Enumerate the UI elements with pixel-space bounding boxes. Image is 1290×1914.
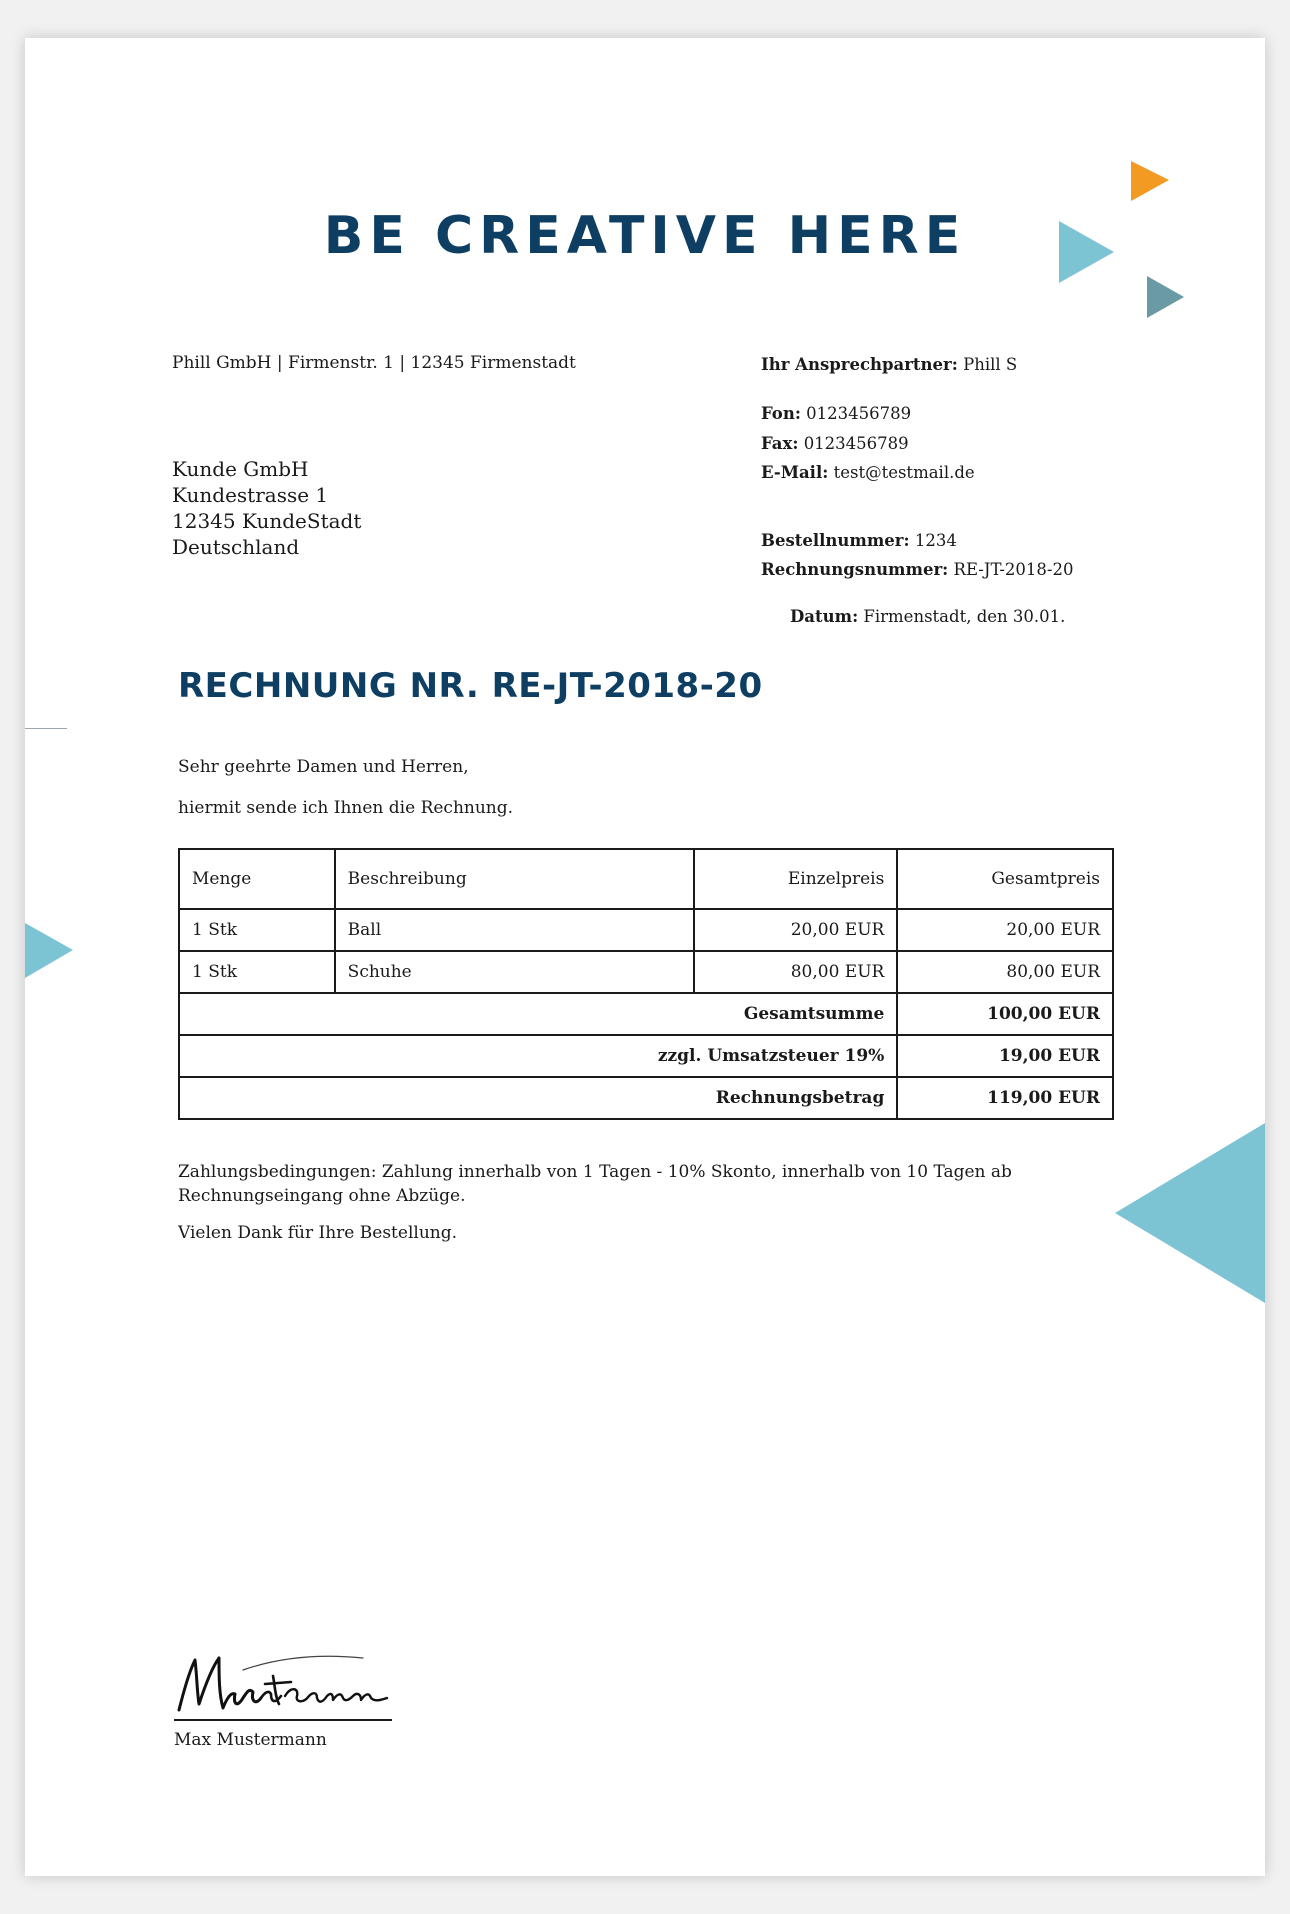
recipient-address — [172, 456, 361, 560]
page-headline: BE CREATIVE HERE — [323, 206, 967, 266]
fax-line — [761, 434, 909, 453]
recipient-line: 12345 KundeStadt — [172, 509, 362, 533]
cell-total-price: 80,00 EUR — [897, 951, 1113, 993]
column-header-description: Beschreibung — [335, 849, 694, 909]
cell-description: Schuhe — [335, 951, 694, 993]
order-number-value: 1234 — [914, 531, 957, 550]
date-line — [790, 607, 1065, 626]
phone-line — [761, 404, 911, 423]
cell-description: Ball — [335, 909, 694, 951]
line-items-table — [178, 848, 1114, 1120]
contact-person-value: Phill S — [963, 355, 1018, 374]
cell-quantity: 1 Stk — [179, 909, 335, 951]
signature-line — [174, 1719, 392, 1721]
column-header-total-price: Gesamtpreis — [897, 849, 1113, 909]
order-number-line — [761, 531, 957, 550]
signatory-name: Max Mustermann — [174, 1730, 327, 1750]
dark-teal-triangle-icon — [1147, 276, 1187, 320]
cell-unit-price: 20,00 EUR — [694, 909, 898, 951]
table-header-row — [179, 849, 1113, 909]
payment-terms: Zahlungsbedingungen: Zahlung innerhalb von 1 Tagen - 10% Skonto, innerhalb von 10 Tagen ab Rechnungseingang ohne Abzüge. — [178, 1162, 1012, 1206]
column-header-quantity: Menge — [179, 849, 335, 909]
contact-person-label: Ihr Ansprechpartner: — [761, 355, 958, 374]
contact-person — [761, 355, 1017, 374]
tax-row — [179, 1035, 1113, 1077]
large-teal-triangle-icon — [1115, 1123, 1265, 1305]
cell-quantity: 1 Stk — [179, 951, 335, 993]
column-header-unit-price: Einzelpreis — [694, 849, 898, 909]
table-row — [179, 951, 1113, 993]
grand-total-row — [179, 1077, 1113, 1119]
recipient-line: Kunde GmbH — [172, 457, 309, 481]
grand-total-label: Rechnungsbetrag — [179, 1077, 897, 1119]
sender-address-line: Phill GmbH | Firmenstr. 1 | 12345 Firmenstadt — [172, 353, 576, 373]
fold-mark — [25, 728, 67, 729]
left-edge-triangle-icon — [25, 923, 75, 983]
orange-triangle-icon — [1131, 161, 1173, 203]
invoice-number-value: RE-JT-2018-20 — [953, 560, 1074, 579]
email-label: E-Mail: — [761, 463, 829, 482]
date-label: Datum: — [790, 607, 859, 626]
cell-unit-price: 80,00 EUR — [694, 951, 898, 993]
order-number-label: Bestellnummer: — [761, 531, 910, 550]
intro-text: hiermit sende ich Ihnen die Rechnung. — [178, 798, 514, 818]
invoice-number-label: Rechnungsnummer: — [761, 560, 949, 579]
tax-value: 19,00 EUR — [897, 1035, 1113, 1077]
invoice-number-line — [761, 560, 1074, 579]
invoice-title: RECHNUNG NR. RE-JT-2018-20 — [178, 666, 763, 706]
closing-text: Vielen Dank für Ihre Bestellung. — [178, 1223, 457, 1243]
cell-total-price: 20,00 EUR — [897, 909, 1113, 951]
fax-label: Fax: — [761, 434, 799, 453]
salutation: Sehr geehrte Damen und Herren, — [178, 757, 469, 777]
email-value: test@testmail.de — [833, 463, 975, 482]
grand-total-value: 119,00 EUR — [897, 1077, 1113, 1119]
handwritten-signature — [173, 1646, 403, 1718]
email-line — [761, 463, 975, 482]
recipient-line: Kundestrasse 1 — [172, 483, 329, 507]
fax-value: 0123456789 — [803, 434, 909, 453]
phone-value: 0123456789 — [806, 404, 912, 423]
table-row — [179, 909, 1113, 951]
phone-label: Fon: — [761, 404, 801, 423]
invoice-page — [25, 38, 1265, 1876]
subtotal-row — [179, 993, 1113, 1035]
recipient-line: Deutschland — [172, 535, 300, 559]
subtotal-label: Gesamtsumme — [179, 993, 897, 1035]
subtotal-value: 100,00 EUR — [897, 993, 1113, 1035]
date-value: Firmenstadt, den 30.01. — [863, 607, 1066, 626]
tax-label: zzgl. Umsatzsteuer 19% — [179, 1035, 897, 1077]
